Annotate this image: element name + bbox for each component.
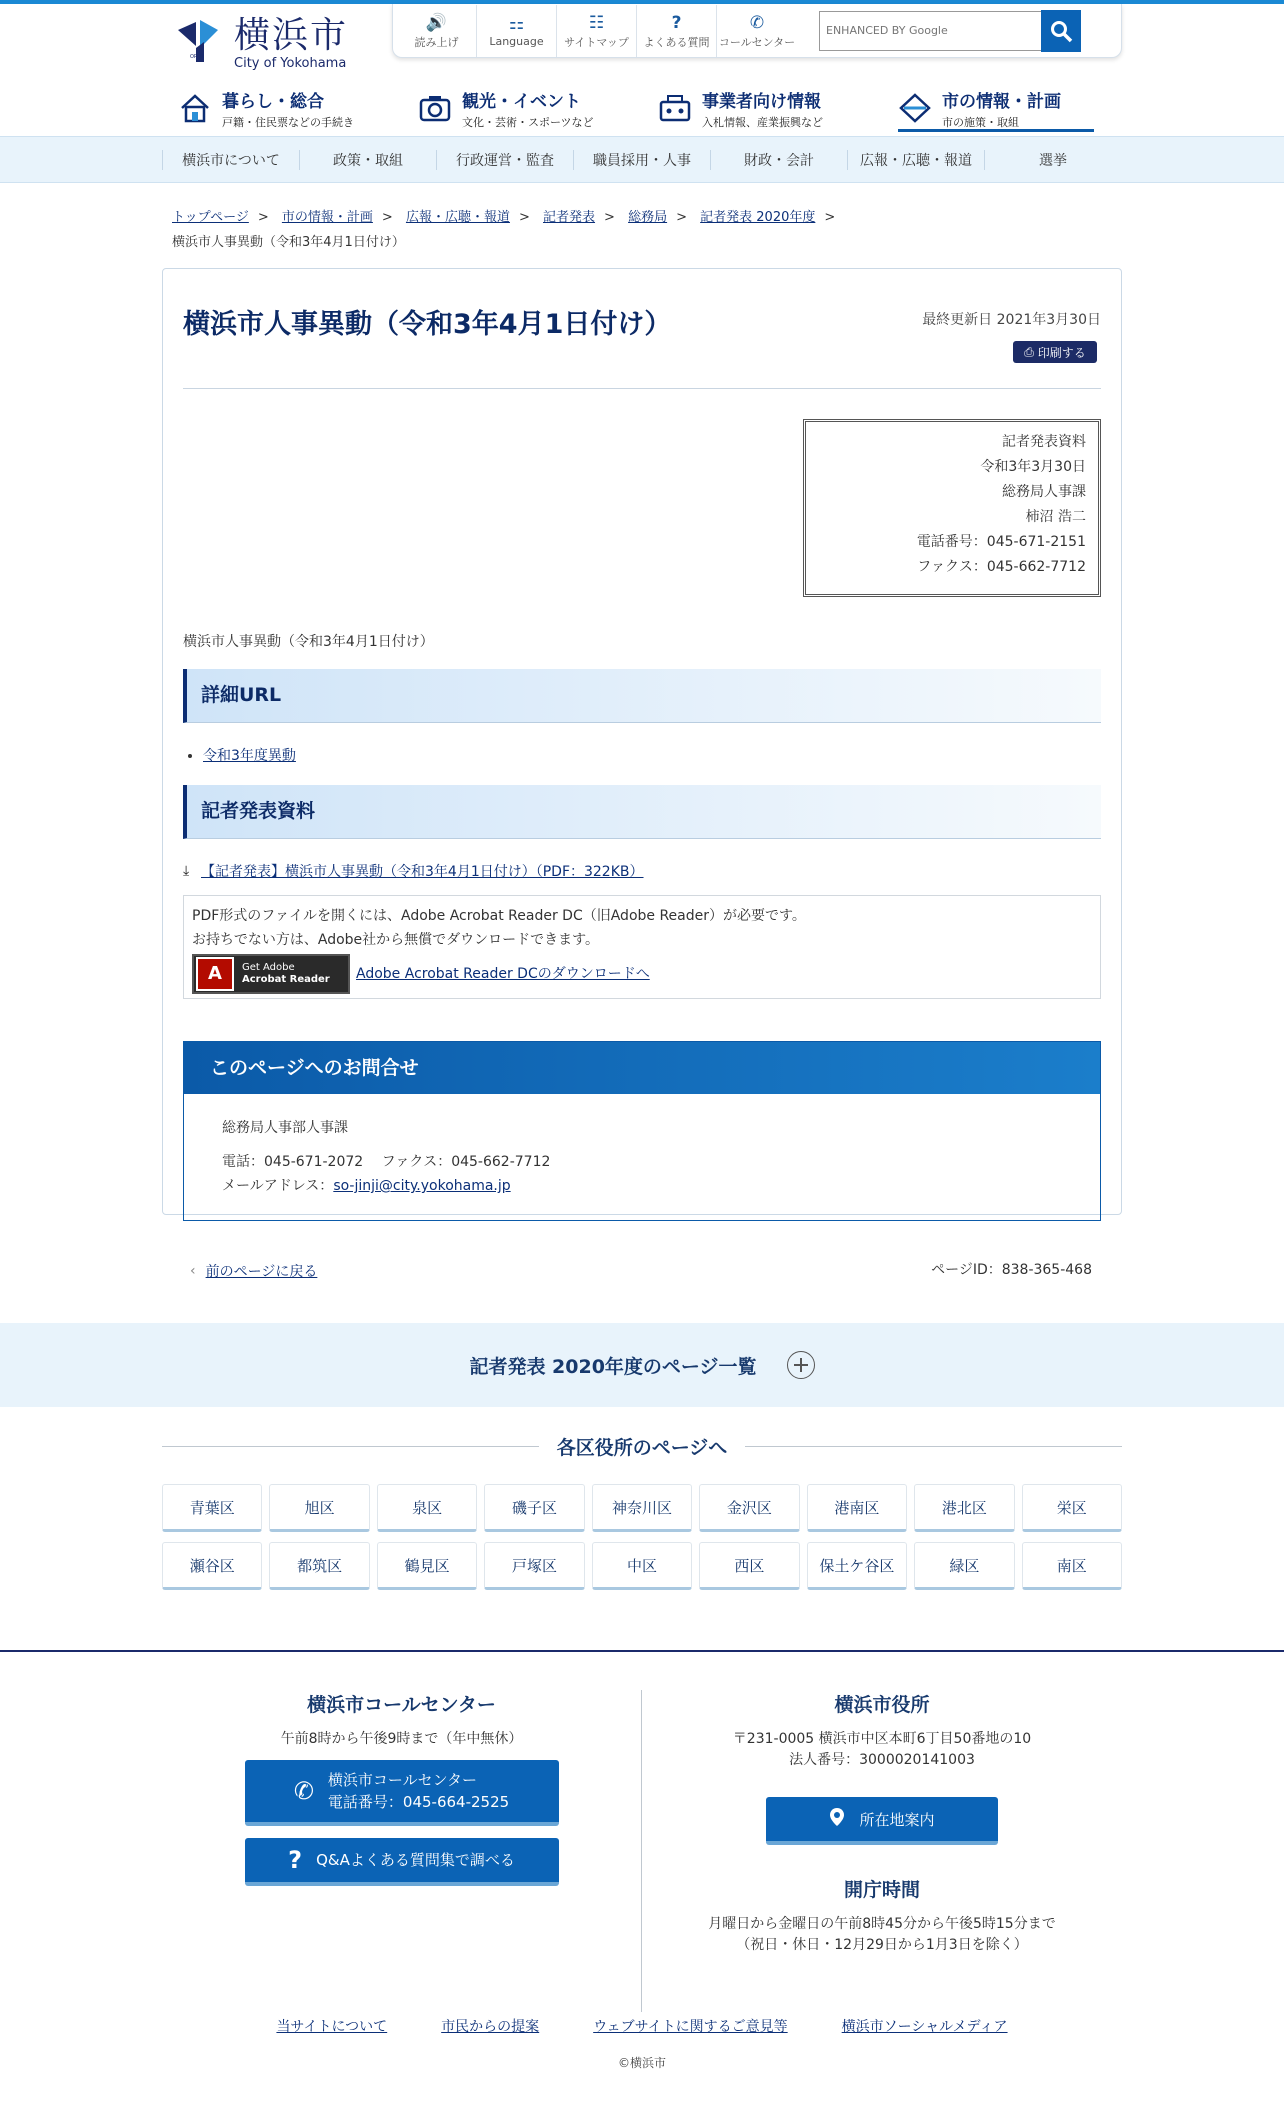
ward-link[interactable]: 金沢区: [699, 1484, 799, 1532]
search-button[interactable]: [1041, 10, 1081, 52]
subnav-pr[interactable]: 広報・広聴・報道: [847, 150, 984, 170]
city-hall-heading: 横浜市役所: [834, 1694, 930, 1716]
footer-link-feedback[interactable]: ウェブサイトに関するご意見等: [593, 2019, 788, 2035]
contact-phone: 電話：045-671-2072 ファクス：045-662-7712: [222, 1154, 551, 1170]
util-sitemap[interactable]: ☷ サイトマップ: [557, 5, 637, 57]
last-updated: 最終更新日 2021年3月30日: [922, 312, 1101, 328]
ward-link[interactable]: 戸塚区: [484, 1542, 584, 1590]
language-icon: ⚏: [508, 14, 525, 34]
register-icon: [658, 91, 692, 125]
question-icon: ?: [288, 1846, 303, 1874]
contact-heading: このページへのお問合せ: [184, 1042, 1100, 1094]
pdf-download: [183, 861, 1101, 881]
search-icon: [1049, 19, 1073, 43]
back-link[interactable]: 前のページに戻る: [205, 1264, 318, 1280]
ward-link[interactable]: 南区: [1022, 1542, 1122, 1590]
subnav-finance[interactable]: 財政・会計: [710, 150, 847, 170]
gnav-living[interactable]: 暮らし・総合 戸籍・住民票などの手続き: [162, 80, 402, 136]
gnav-city-info[interactable]: 市の情報・計画 市の施策・取組: [882, 80, 1122, 136]
util-call-center[interactable]: ✆ コールセンター: [718, 12, 796, 49]
page-id: ページID：838-365-468: [931, 1262, 1092, 1278]
faq-button[interactable]: ? Q&Aよくある質問集で調べる: [245, 1838, 559, 1886]
contact-box: このページへのお問合せ 総務局人事部人事課 電話：045-671-2072 ファクス：045-662-7712 メールアドレス：so-jinji@city.yokohama.jp: [183, 1041, 1101, 1221]
wards-heading: 各区役所のページへ: [162, 1433, 1122, 1460]
hours-heading: 開庁時間: [843, 1879, 920, 1901]
ward-link[interactable]: 西区: [699, 1542, 799, 1590]
breadcrumb-link[interactable]: 総務局: [628, 210, 668, 225]
printer-icon: ⎙: [1024, 344, 1034, 359]
site-header: [162, 4, 1122, 80]
svg-text:OPEN: OPEN: [190, 54, 204, 60]
lead-text: 横浜市人事異動（令和3年4月1日付け）: [183, 634, 434, 650]
breadcrumb-link[interactable]: 記者発表 2020年度: [700, 210, 816, 225]
plus-icon: [787, 1351, 815, 1379]
ward-link[interactable]: 緑区: [914, 1542, 1014, 1590]
camera-icon: [418, 91, 452, 125]
sitemap-icon: ☷: [588, 12, 605, 33]
page-title: 横浜市人事異動（令和3年4月1日付け）: [183, 309, 672, 340]
article-card: [162, 268, 1122, 1215]
site-search: [819, 10, 1081, 52]
subnav-recruit[interactable]: 職員採用・人事: [573, 150, 710, 170]
breadcrumb-link[interactable]: 市の情報・計画: [281, 210, 373, 225]
utility-menu: [392, 4, 1122, 58]
pager: [162, 1215, 1122, 1323]
house-icon: [178, 91, 212, 125]
download-icon: ⤓: [183, 863, 190, 879]
section-heading-press: 記者発表資料: [183, 785, 1101, 839]
util-language[interactable]: ⚏ Language: [477, 5, 557, 57]
site-logo[interactable]: [174, 16, 348, 71]
ward-link[interactable]: 青葉区: [162, 1484, 262, 1532]
contact-dept: 総務局人事部人事課: [222, 1120, 348, 1136]
map-pin-icon: [829, 1807, 845, 1831]
ward-link[interactable]: 中区: [592, 1542, 692, 1590]
print-button[interactable]: ⎙ 印刷する: [1013, 341, 1097, 363]
speaker-icon: 🔊: [425, 12, 448, 33]
footer-links: [162, 2012, 1122, 2036]
subnav-admin[interactable]: 行政運営・監査: [436, 150, 573, 170]
adobe-download-link[interactable]: Adobe Acrobat Reader DCのダウンロードへ: [356, 966, 650, 982]
footer-link-social[interactable]: 横浜市ソーシャルメディア: [841, 2019, 1008, 2035]
breadcrumb-link[interactable]: 記者発表: [543, 210, 596, 225]
question-icon: ?: [671, 12, 682, 33]
yokohama-logo-icon: [174, 16, 222, 66]
section-heading-url: 詳細URL: [183, 669, 1101, 723]
ward-link[interactable]: 港南区: [807, 1484, 907, 1532]
url-list: [183, 745, 1101, 765]
subnav-policy[interactable]: 政策・取組: [299, 150, 436, 170]
copyright: ©横浜市: [617, 2056, 666, 2070]
call-center-button[interactable]: ✆ 横浜市コールセンター 電話番号：045-664-2525: [245, 1760, 559, 1826]
ward-link[interactable]: 港北区: [914, 1484, 1014, 1532]
ward-link[interactable]: 栄区: [1022, 1484, 1122, 1532]
press-info-box: 記者発表資料 令和3年3月30日 総務局人事課 柿沼 浩二 電話番号：045-671-2151 ファクス：045-662-7712: [803, 419, 1101, 597]
ward-link[interactable]: 神奈川区: [592, 1484, 692, 1532]
subnav-about[interactable]: 横浜市について: [162, 150, 299, 170]
breadcrumb-link[interactable]: 広報・広聴・報道: [405, 210, 510, 225]
breadcrumb-current: 横浜市人事異動（令和3年4月1日付け）: [172, 235, 405, 250]
gnav-tourism[interactable]: 観光・イベント 文化・芸術・スポーツなど: [402, 80, 642, 136]
call-center-heading: 横浜市コールセンター: [307, 1694, 496, 1716]
adobe-reader-badge[interactable]: A Get Adobe Acrobat Reader: [192, 954, 350, 994]
diamond-icon: [898, 91, 932, 125]
ward-link[interactable]: 保土ケ谷区: [807, 1542, 907, 1590]
ward-link[interactable]: 都筑区: [269, 1542, 369, 1590]
util-read-aloud[interactable]: 🔊 読み上げ: [397, 5, 477, 57]
gnav-business[interactable]: 事業者向け情報 入札情報、産業振興など: [642, 80, 882, 136]
chevron-left-icon: ‹: [190, 1263, 196, 1279]
site-footer: 横浜市コールセンター 午前8時から午後9時まで（年中無休） ✆ 横浜市コールセンター 電話番号：045-664-2525 ? Q&Aよくある質問集で調べる 横浜市役所 〒231-0005 横浜市中区本町6丁目50番地の10 法人番号：3000020141003 所在地案内 開庁時間 月曜日から金曜日の午前8時45分から午後5時15分まで （祝日・休日・12月29日から1月3日を除く） 当サイトについて 市民からの提案 ウェブサイトに関するご意見等 横浜市ソーシャルメディア ©横浜市: [0, 1650, 1284, 2071]
logo-english: City of Yokohama: [234, 56, 347, 71]
util-faq[interactable]: ? よくある質問: [637, 5, 717, 57]
logo-japanese: 横浜市: [234, 15, 349, 56]
global-nav: [162, 80, 1122, 136]
location-button[interactable]: 所在地案内: [766, 1797, 998, 1845]
ward-link[interactable]: 鶴見区: [377, 1542, 477, 1590]
url-link[interactable]: 令和3年度異動: [203, 748, 296, 764]
sub-nav: [0, 136, 1284, 183]
adobe-logo-icon: A: [196, 957, 234, 991]
breadcrumb: トップページ > 市の情報・計画 > 広報・広聴・報道 > 記者発表 > 総務局 > 記者発表 2020年度 > 横浜市人事異動（令和3年4月1日付け）: [172, 210, 836, 250]
ward-link[interactable]: 泉区: [377, 1484, 477, 1532]
subnav-election[interactable]: 選挙: [984, 150, 1121, 170]
pdf-link[interactable]: 【記者発表】横浜市人事異動（令和3年4月1日付け）（PDF：322KB）: [201, 864, 644, 880]
contact-mail-link[interactable]: so-jinji@city.yokohama.jp: [333, 1178, 511, 1194]
ward-grid: [162, 1484, 1122, 1590]
breadcrumb-link[interactable]: トップページ: [172, 210, 249, 225]
ward-link[interactable]: 旭区: [269, 1484, 369, 1532]
footer-link-about[interactable]: 当サイトについて: [276, 2019, 388, 2035]
phone-icon: ✆: [749, 12, 765, 33]
pdf-note: PDF形式のファイルを開くには、Adobe Acrobat Reader DC（旧Adobe Reader）が必要です。 お持ちでない方は、Adobe社から無償でダウンロードできます。 A Get Adobe Acrobat Reader Adobe Acrobat Reader DCのダウンロードへ: [183, 895, 1101, 999]
ward-link[interactable]: 磯子区: [484, 1484, 584, 1532]
page-list-toggle[interactable]: 記者発表 2020年度のページ一覧: [0, 1323, 1284, 1407]
footer-link-proposal[interactable]: 市民からの提案: [441, 2019, 540, 2035]
phone-icon: ✆: [293, 1777, 314, 1805]
search-input[interactable]: [819, 11, 1041, 51]
ward-link[interactable]: 瀬谷区: [162, 1542, 262, 1590]
